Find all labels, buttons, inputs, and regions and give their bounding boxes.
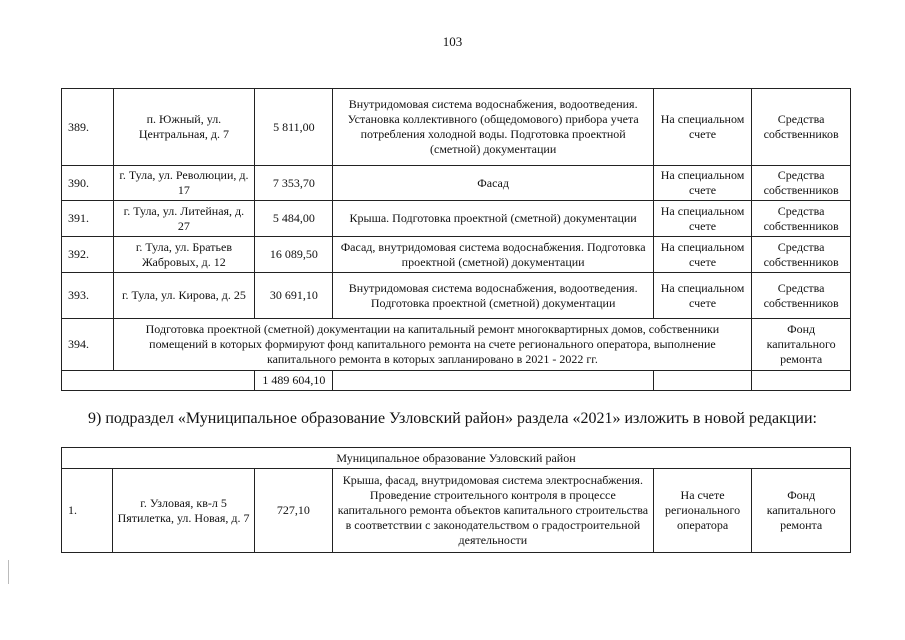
account-cell: На счете регионального оператора [653, 469, 752, 553]
address-cell: г. Тула, ул. Литейная, д. 27 [113, 201, 255, 237]
table-row [62, 319, 851, 371]
cost-cell: 727,10 [254, 469, 332, 553]
account-cell: На специальном счете [653, 273, 751, 319]
address-cell: п. Южный, ул. Центральная, д. 7 [113, 89, 255, 166]
total-blank-cell [333, 371, 653, 391]
total-row [62, 371, 851, 391]
table-row [62, 201, 851, 237]
table-row [62, 237, 851, 273]
row-number: 392. [62, 237, 114, 273]
row-number: 394. [62, 319, 114, 371]
district-header-cell: Муниципальное образование Узловский район [62, 448, 851, 469]
table-header-row [62, 448, 851, 469]
work-type-cell: Фасад, внутридомовая система водоснабжения. Подготовка проектной (сметной) документации [333, 237, 653, 273]
section-heading: 9) подраздел «Муниципальное образование Узловский район» раздела «2021» изложить в новой редакции: [87, 410, 817, 427]
cost-cell: 30 691,10 [255, 273, 333, 319]
funding-source-cell: Фонд капитального ремонта [752, 319, 851, 371]
work-type-cell: Внутридомовая система водоснабжения, водоотведения. Подготовка проектной (сметной) документации [333, 273, 653, 319]
account-cell: На специальном счете [653, 201, 751, 237]
row-number: 389. [62, 89, 114, 166]
work-type-cell: Подготовка проектной (сметной) документации на капитальный ремонт многоквартирных домов, собственники помещений в которых формируют фонд капитального ремонта на счете регионального оператора, выполнение капитального ремонта в которых запланировано в 2021 - 2022 гг. [113, 319, 752, 371]
address-cell: г. Тула, ул. Революции, д. 17 [113, 166, 255, 201]
cost-cell: 5 811,00 [255, 89, 333, 166]
funding-source-cell: Средства собственников [752, 89, 851, 166]
work-type-cell: Крыша, фасад, внутридомовая система электроснабжения. Проведение строительного контроля в процессе капитального ремонта объектов капитального строительства в соответствии с законодательством о градостроительной деятельности [333, 469, 654, 553]
row-number: 390. [62, 166, 114, 201]
cost-cell: 16 089,50 [255, 237, 333, 273]
funding-source-cell: Средства собственников [752, 166, 851, 201]
table-row [62, 89, 851, 166]
total-blank-cell [752, 371, 851, 391]
total-blank-cell [653, 371, 751, 391]
account-cell: На специальном счете [653, 166, 751, 201]
cost-cell: 7 353,70 [255, 166, 333, 201]
account-cell: На специальном счете [653, 237, 751, 273]
funding-source-cell: Средства собственников [752, 201, 851, 237]
cost-cell: 5 484,00 [255, 201, 333, 237]
total-cost-cell: 1 489 604,10 [255, 371, 333, 391]
work-type-cell: Крыша. Подготовка проектной (сметной) документации [333, 201, 653, 237]
table-row [62, 273, 851, 319]
total-blank-cell [62, 371, 255, 391]
address-cell: г. Тула, ул. Братьев Жабровых, д. 12 [113, 237, 255, 273]
funding-source-cell: Средства собственников [752, 273, 851, 319]
funding-source-cell: Средства собственников [752, 237, 851, 273]
row-number: 391. [62, 201, 114, 237]
table-row [62, 166, 851, 201]
address-cell: г. Узловая, кв-л 5 Пятилетка, ул. Новая, д. 7 [113, 469, 254, 553]
scan-margin-mark [8, 560, 9, 584]
page-number: 103 [442, 34, 463, 49]
capital-repair-table [61, 88, 851, 391]
row-number: 1. [62, 469, 113, 553]
work-type-cell: Внутридомовая система водоснабжения, водоотведения. Установка коллективного (общедомового) прибора учета потребления холодной воды. Подготовка проектной (сметной) документации [333, 89, 653, 166]
account-cell: На специальном счете [653, 89, 751, 166]
table-row [62, 469, 851, 553]
funding-source-cell: Фонд капитального ремонта [752, 469, 851, 553]
uzlovaya-district-table [61, 447, 851, 553]
row-number: 393. [62, 273, 114, 319]
work-type-cell: Фасад [333, 166, 653, 201]
address-cell: г. Тула, ул. Кирова, д. 25 [113, 273, 255, 319]
